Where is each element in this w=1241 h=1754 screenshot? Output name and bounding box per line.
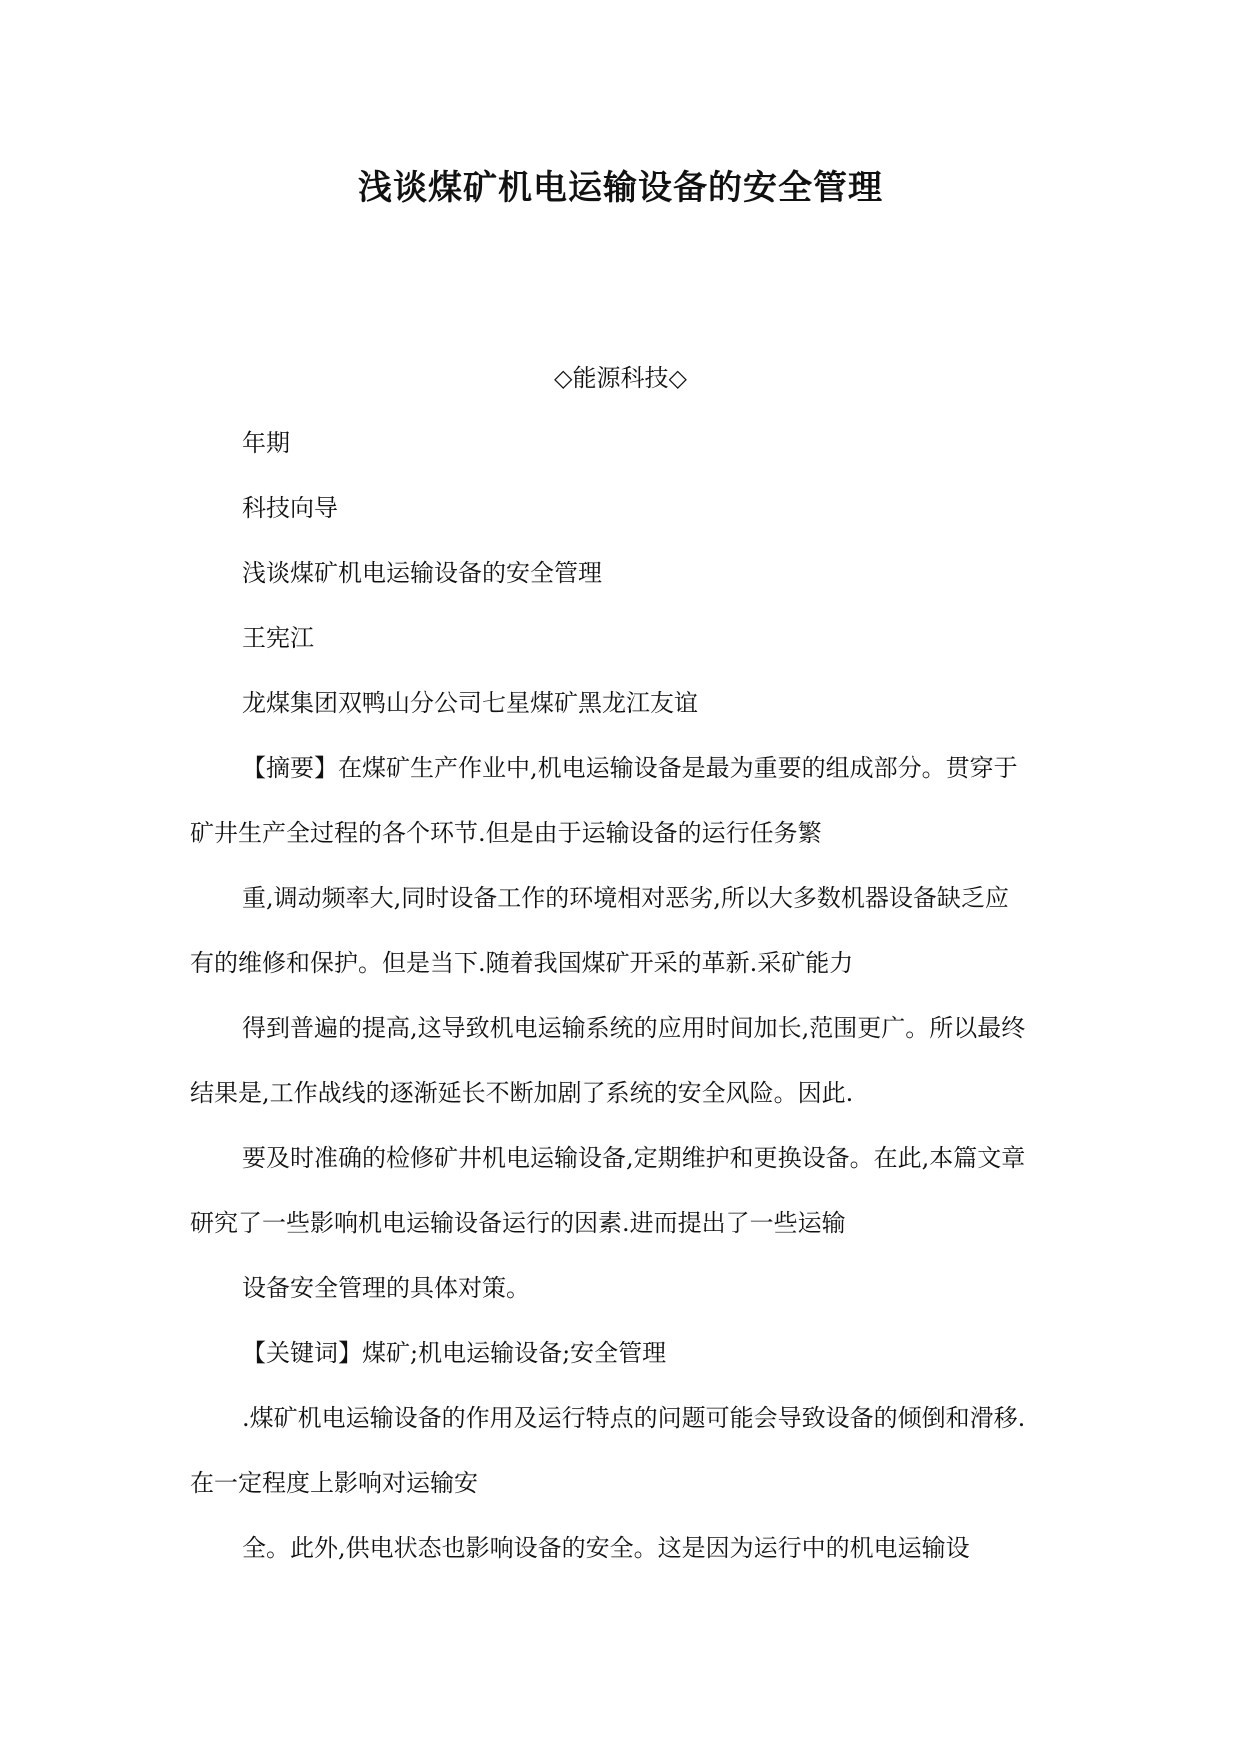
abstract-line: 重,调动频率大,同时设备工作的环境相对恶劣,所以大多数机器设备缺乏应	[242, 884, 1009, 912]
body-line: 全。此外,供电状态也影响设备的安全。这是因为运行中的机电运输设	[242, 1534, 970, 1562]
abstract-line: 结果是,工作战线的逐渐延长不断加剧了系统的安全风险。因此.	[190, 1079, 854, 1107]
abstract-line: 有的维修和保护。但是当下.随着我国煤矿开采的革新.采矿能力	[190, 949, 854, 977]
body-line: .煤矿机电运输设备的作用及运行特点的问题可能会导致设备的倾倒和滑移.	[242, 1404, 1026, 1432]
column-label: ◇能源科技◇	[554, 364, 687, 392]
abstract-line: 设备安全管理的具体对策。	[242, 1274, 530, 1302]
article-title-line: 浅谈煤矿机电运输设备的安全管理	[242, 559, 602, 587]
abstract-line: 得到普遍的提高,这导致机电运输系统的应用时间加长,范围更广。所以最终	[242, 1014, 1026, 1042]
abstract-line: 研究了一些影响机电运输设备运行的因素.进而提出了一些运输	[190, 1209, 846, 1237]
author-line: 王宪江	[242, 624, 314, 652]
text-line: 年期	[242, 429, 290, 457]
text-line: 科技向导	[242, 494, 338, 522]
abstract-line: 矿井生产全过程的各个环节.但是由于运输设备的运行任务繁	[190, 819, 822, 847]
abstract-line: 要及时准确的检修矿井机电运输设备,定期维护和更换设备。在此,本篇文章	[242, 1144, 1026, 1172]
abstract-line: 【摘要】在煤矿生产作业中,机电运输设备是最为重要的组成部分。贯穿于	[242, 754, 1018, 782]
body-line: 在一定程度上影响对运输安	[190, 1469, 478, 1497]
keywords-line: 【关键词】煤矿;机电运输设备;安全管理	[242, 1339, 667, 1367]
document-title: 浅谈煤矿机电运输设备的安全管理	[358, 168, 883, 208]
affiliation-line: 龙煤集团双鸭山分公司七星煤矿黑龙江友谊	[242, 689, 698, 717]
